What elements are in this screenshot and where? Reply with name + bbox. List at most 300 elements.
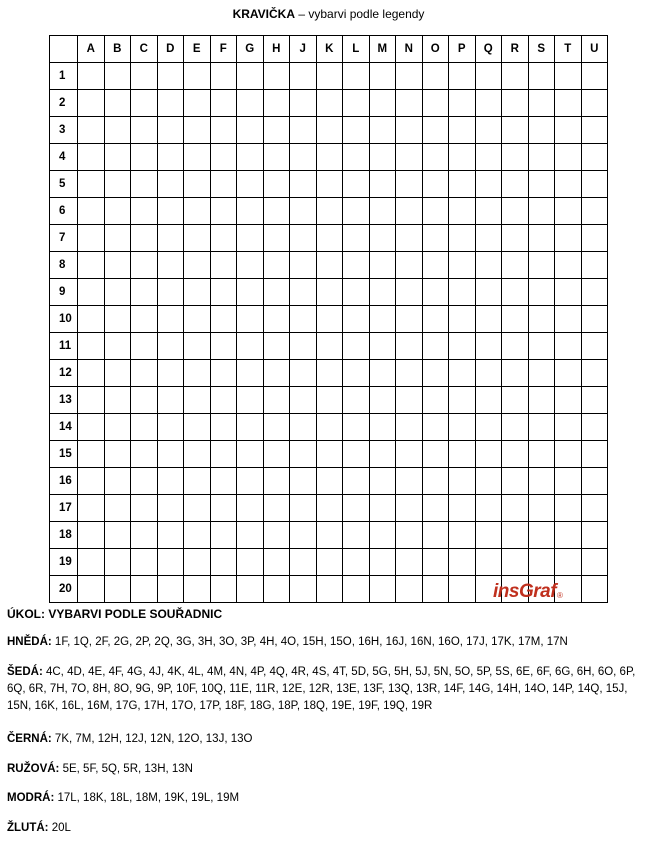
grid-cell[interactable] bbox=[184, 306, 211, 333]
grid-cell[interactable] bbox=[290, 495, 317, 522]
grid-cell[interactable] bbox=[528, 225, 555, 252]
grid-cell[interactable] bbox=[555, 360, 582, 387]
grid-cell[interactable] bbox=[210, 90, 237, 117]
grid-cell[interactable] bbox=[475, 117, 502, 144]
grid-cell[interactable] bbox=[422, 522, 449, 549]
grid-cell[interactable] bbox=[157, 279, 184, 306]
grid-cell[interactable] bbox=[528, 306, 555, 333]
grid-cell[interactable] bbox=[290, 90, 317, 117]
grid-cell[interactable] bbox=[210, 171, 237, 198]
grid-cell[interactable] bbox=[343, 495, 370, 522]
grid-cell[interactable] bbox=[104, 306, 131, 333]
grid-cell[interactable] bbox=[78, 414, 105, 441]
grid-cell[interactable] bbox=[396, 225, 423, 252]
grid-cell[interactable] bbox=[316, 495, 343, 522]
grid-cell[interactable] bbox=[290, 360, 317, 387]
grid-cell[interactable] bbox=[581, 387, 608, 414]
grid-cell[interactable] bbox=[528, 90, 555, 117]
grid-cell[interactable] bbox=[369, 117, 396, 144]
grid-cell[interactable] bbox=[237, 225, 264, 252]
grid-cell[interactable] bbox=[290, 171, 317, 198]
grid-cell[interactable] bbox=[131, 441, 158, 468]
grid-cell[interactable] bbox=[449, 90, 476, 117]
grid-cell[interactable] bbox=[237, 144, 264, 171]
grid-cell[interactable] bbox=[316, 414, 343, 441]
grid-cell[interactable] bbox=[502, 117, 529, 144]
grid-cell[interactable] bbox=[263, 252, 290, 279]
grid-cell[interactable] bbox=[210, 306, 237, 333]
grid-cell[interactable] bbox=[131, 576, 158, 603]
grid-cell[interactable] bbox=[343, 279, 370, 306]
grid-cell[interactable] bbox=[210, 468, 237, 495]
grid-cell[interactable] bbox=[502, 306, 529, 333]
grid-cell[interactable] bbox=[422, 495, 449, 522]
grid-cell[interactable] bbox=[396, 171, 423, 198]
grid-cell[interactable] bbox=[343, 522, 370, 549]
grid-cell[interactable] bbox=[157, 441, 184, 468]
grid-cell[interactable] bbox=[449, 63, 476, 90]
grid-cell[interactable] bbox=[396, 468, 423, 495]
grid-cell[interactable] bbox=[581, 549, 608, 576]
grid-cell[interactable] bbox=[131, 522, 158, 549]
grid-cell[interactable] bbox=[237, 414, 264, 441]
grid-cell[interactable] bbox=[343, 198, 370, 225]
grid-cell[interactable] bbox=[237, 495, 264, 522]
grid-cell[interactable] bbox=[396, 279, 423, 306]
grid-cell[interactable] bbox=[528, 414, 555, 441]
grid-cell[interactable] bbox=[369, 90, 396, 117]
grid-cell[interactable] bbox=[369, 576, 396, 603]
grid-cell[interactable] bbox=[475, 306, 502, 333]
grid-cell[interactable] bbox=[369, 225, 396, 252]
grid-cell[interactable] bbox=[263, 306, 290, 333]
grid-cell[interactable] bbox=[237, 90, 264, 117]
grid-cell[interactable] bbox=[369, 252, 396, 279]
grid-cell[interactable] bbox=[131, 387, 158, 414]
grid-cell[interactable] bbox=[290, 306, 317, 333]
grid-cell[interactable] bbox=[396, 198, 423, 225]
grid-cell[interactable] bbox=[131, 549, 158, 576]
grid-cell[interactable] bbox=[210, 144, 237, 171]
grid-cell[interactable] bbox=[290, 387, 317, 414]
grid-cell[interactable] bbox=[475, 414, 502, 441]
grid-cell[interactable] bbox=[184, 549, 211, 576]
grid-cell[interactable] bbox=[78, 495, 105, 522]
grid-cell[interactable] bbox=[157, 252, 184, 279]
grid-cell[interactable] bbox=[449, 225, 476, 252]
grid-cell[interactable] bbox=[78, 279, 105, 306]
grid-cell[interactable] bbox=[184, 90, 211, 117]
grid-cell[interactable] bbox=[396, 63, 423, 90]
grid-cell[interactable] bbox=[316, 441, 343, 468]
grid-cell[interactable] bbox=[290, 225, 317, 252]
grid-cell[interactable] bbox=[369, 495, 396, 522]
grid-cell[interactable] bbox=[104, 117, 131, 144]
grid-cell[interactable] bbox=[528, 468, 555, 495]
grid-cell[interactable] bbox=[263, 63, 290, 90]
grid-cell[interactable] bbox=[422, 63, 449, 90]
grid-cell[interactable] bbox=[475, 171, 502, 198]
grid-cell[interactable] bbox=[502, 279, 529, 306]
grid-cell[interactable] bbox=[237, 576, 264, 603]
grid-cell[interactable] bbox=[237, 306, 264, 333]
grid-cell[interactable] bbox=[396, 387, 423, 414]
grid-cell[interactable] bbox=[581, 63, 608, 90]
grid-cell[interactable] bbox=[157, 225, 184, 252]
grid-cell[interactable] bbox=[316, 279, 343, 306]
grid-cell[interactable] bbox=[422, 144, 449, 171]
grid-cell[interactable] bbox=[131, 252, 158, 279]
grid-cell[interactable] bbox=[78, 522, 105, 549]
grid-cell[interactable] bbox=[475, 441, 502, 468]
grid-cell[interactable] bbox=[237, 198, 264, 225]
grid-cell[interactable] bbox=[78, 225, 105, 252]
grid-cell[interactable] bbox=[290, 333, 317, 360]
grid-cell[interactable] bbox=[78, 549, 105, 576]
grid-cell[interactable] bbox=[157, 171, 184, 198]
grid-cell[interactable] bbox=[422, 333, 449, 360]
grid-cell[interactable] bbox=[184, 387, 211, 414]
grid-cell[interactable] bbox=[396, 414, 423, 441]
grid-cell[interactable] bbox=[502, 171, 529, 198]
grid-cell[interactable] bbox=[210, 576, 237, 603]
grid-cell[interactable] bbox=[263, 360, 290, 387]
grid-cell[interactable] bbox=[343, 171, 370, 198]
grid-cell[interactable] bbox=[475, 495, 502, 522]
grid-cell[interactable] bbox=[184, 468, 211, 495]
grid-cell[interactable] bbox=[210, 333, 237, 360]
grid-cell[interactable] bbox=[290, 522, 317, 549]
grid-cell[interactable] bbox=[555, 225, 582, 252]
grid-cell[interactable] bbox=[316, 333, 343, 360]
grid-cell[interactable] bbox=[396, 576, 423, 603]
grid-cell[interactable] bbox=[422, 279, 449, 306]
grid-cell[interactable] bbox=[104, 495, 131, 522]
grid-cell[interactable] bbox=[78, 198, 105, 225]
grid-cell[interactable] bbox=[157, 117, 184, 144]
grid-cell[interactable] bbox=[290, 279, 317, 306]
grid-cell[interactable] bbox=[396, 441, 423, 468]
grid-cell[interactable] bbox=[555, 414, 582, 441]
grid-cell[interactable] bbox=[157, 90, 184, 117]
grid-cell[interactable] bbox=[104, 333, 131, 360]
grid-cell[interactable] bbox=[581, 522, 608, 549]
grid-cell[interactable] bbox=[157, 549, 184, 576]
grid-cell[interactable] bbox=[555, 522, 582, 549]
grid-cell[interactable] bbox=[184, 414, 211, 441]
grid-cell[interactable] bbox=[502, 441, 529, 468]
grid-cell[interactable] bbox=[475, 333, 502, 360]
grid-cell[interactable] bbox=[263, 117, 290, 144]
grid-cell[interactable] bbox=[369, 522, 396, 549]
grid-cell[interactable] bbox=[422, 171, 449, 198]
grid-cell[interactable] bbox=[343, 360, 370, 387]
grid-cell[interactable] bbox=[184, 576, 211, 603]
grid-cell[interactable] bbox=[449, 306, 476, 333]
grid-cell[interactable] bbox=[104, 252, 131, 279]
grid-cell[interactable] bbox=[78, 333, 105, 360]
grid-cell[interactable] bbox=[528, 117, 555, 144]
grid-cell[interactable] bbox=[131, 468, 158, 495]
grid-cell[interactable] bbox=[502, 225, 529, 252]
grid-cell[interactable] bbox=[237, 549, 264, 576]
grid-cell[interactable] bbox=[422, 225, 449, 252]
grid-cell[interactable] bbox=[184, 144, 211, 171]
grid-cell[interactable] bbox=[104, 198, 131, 225]
grid-cell[interactable] bbox=[131, 360, 158, 387]
grid-cell[interactable] bbox=[104, 441, 131, 468]
grid-cell[interactable] bbox=[263, 198, 290, 225]
grid-cell[interactable] bbox=[237, 279, 264, 306]
grid-cell[interactable] bbox=[343, 63, 370, 90]
grid-cell[interactable] bbox=[555, 171, 582, 198]
grid-cell[interactable] bbox=[316, 63, 343, 90]
grid-cell[interactable] bbox=[184, 441, 211, 468]
grid-cell[interactable] bbox=[369, 387, 396, 414]
grid-cell[interactable] bbox=[78, 171, 105, 198]
grid-cell[interactable] bbox=[290, 441, 317, 468]
grid-cell[interactable] bbox=[157, 414, 184, 441]
grid-cell[interactable] bbox=[555, 549, 582, 576]
grid-cell[interactable] bbox=[343, 90, 370, 117]
grid-cell[interactable] bbox=[237, 522, 264, 549]
grid-cell[interactable] bbox=[157, 468, 184, 495]
grid-cell[interactable] bbox=[396, 144, 423, 171]
grid-cell[interactable] bbox=[263, 576, 290, 603]
grid-cell[interactable] bbox=[581, 144, 608, 171]
grid-cell[interactable] bbox=[263, 495, 290, 522]
grid-cell[interactable] bbox=[449, 414, 476, 441]
grid-cell[interactable] bbox=[581, 279, 608, 306]
grid-cell[interactable] bbox=[131, 90, 158, 117]
grid-cell[interactable] bbox=[555, 144, 582, 171]
grid-cell[interactable] bbox=[396, 306, 423, 333]
grid-cell[interactable] bbox=[502, 495, 529, 522]
grid-cell[interactable] bbox=[210, 252, 237, 279]
grid-cell[interactable] bbox=[422, 252, 449, 279]
grid-cell[interactable] bbox=[581, 360, 608, 387]
grid-cell[interactable] bbox=[131, 117, 158, 144]
grid-cell[interactable] bbox=[449, 252, 476, 279]
grid-cell[interactable] bbox=[290, 576, 317, 603]
grid-cell[interactable] bbox=[184, 279, 211, 306]
grid-cell[interactable] bbox=[157, 333, 184, 360]
grid-cell[interactable] bbox=[502, 90, 529, 117]
grid-cell[interactable] bbox=[263, 414, 290, 441]
grid-cell[interactable] bbox=[237, 333, 264, 360]
grid-cell[interactable] bbox=[343, 468, 370, 495]
grid-cell[interactable] bbox=[157, 306, 184, 333]
grid-cell[interactable] bbox=[263, 549, 290, 576]
grid-cell[interactable] bbox=[555, 387, 582, 414]
grid-cell[interactable] bbox=[396, 252, 423, 279]
grid-cell[interactable] bbox=[449, 549, 476, 576]
grid-cell[interactable] bbox=[449, 387, 476, 414]
grid-cell[interactable] bbox=[78, 252, 105, 279]
grid-cell[interactable] bbox=[502, 468, 529, 495]
grid-cell[interactable] bbox=[316, 306, 343, 333]
grid-cell[interactable] bbox=[502, 63, 529, 90]
grid-cell[interactable] bbox=[290, 198, 317, 225]
grid-cell[interactable] bbox=[104, 576, 131, 603]
grid-cell[interactable] bbox=[369, 468, 396, 495]
grid-cell[interactable] bbox=[316, 117, 343, 144]
grid-cell[interactable] bbox=[210, 441, 237, 468]
grid-cell[interactable] bbox=[210, 63, 237, 90]
grid-cell[interactable] bbox=[290, 63, 317, 90]
grid-cell[interactable] bbox=[581, 576, 608, 603]
grid-cell[interactable] bbox=[263, 387, 290, 414]
grid-cell[interactable] bbox=[210, 495, 237, 522]
grid-cell[interactable] bbox=[502, 387, 529, 414]
grid-cell[interactable] bbox=[184, 333, 211, 360]
grid-cell[interactable] bbox=[210, 549, 237, 576]
grid-cell[interactable] bbox=[131, 306, 158, 333]
grid-cell[interactable] bbox=[528, 360, 555, 387]
grid-cell[interactable] bbox=[237, 252, 264, 279]
grid-cell[interactable] bbox=[78, 306, 105, 333]
grid-cell[interactable] bbox=[184, 360, 211, 387]
grid-cell[interactable] bbox=[422, 306, 449, 333]
grid-cell[interactable] bbox=[502, 333, 529, 360]
grid-cell[interactable] bbox=[422, 360, 449, 387]
grid-cell[interactable] bbox=[502, 549, 529, 576]
grid-cell[interactable] bbox=[369, 63, 396, 90]
grid-cell[interactable] bbox=[343, 441, 370, 468]
grid-cell[interactable] bbox=[475, 387, 502, 414]
grid-cell[interactable] bbox=[184, 225, 211, 252]
grid-cell[interactable] bbox=[422, 414, 449, 441]
grid-cell[interactable] bbox=[343, 144, 370, 171]
grid-cell[interactable] bbox=[369, 414, 396, 441]
grid-cell[interactable] bbox=[184, 117, 211, 144]
grid-cell[interactable] bbox=[316, 225, 343, 252]
grid-cell[interactable] bbox=[449, 441, 476, 468]
grid-cell[interactable] bbox=[263, 279, 290, 306]
grid-cell[interactable] bbox=[210, 279, 237, 306]
grid-cell[interactable] bbox=[555, 333, 582, 360]
grid-cell[interactable] bbox=[396, 117, 423, 144]
grid-cell[interactable] bbox=[528, 522, 555, 549]
grid-cell[interactable] bbox=[581, 225, 608, 252]
grid-cell[interactable] bbox=[210, 117, 237, 144]
grid-cell[interactable] bbox=[449, 360, 476, 387]
grid-cell[interactable] bbox=[78, 144, 105, 171]
grid-cell[interactable] bbox=[184, 63, 211, 90]
grid-cell[interactable] bbox=[369, 441, 396, 468]
grid-cell[interactable] bbox=[502, 198, 529, 225]
grid-cell[interactable] bbox=[369, 333, 396, 360]
grid-cell[interactable] bbox=[343, 252, 370, 279]
grid-cell[interactable] bbox=[502, 252, 529, 279]
grid-cell[interactable] bbox=[237, 171, 264, 198]
grid-cell[interactable] bbox=[343, 117, 370, 144]
grid-cell[interactable] bbox=[369, 144, 396, 171]
grid-cell[interactable] bbox=[528, 549, 555, 576]
grid-cell[interactable] bbox=[290, 549, 317, 576]
grid-cell[interactable] bbox=[157, 495, 184, 522]
grid-cell[interactable] bbox=[316, 360, 343, 387]
grid-cell[interactable] bbox=[581, 171, 608, 198]
grid-cell[interactable] bbox=[475, 279, 502, 306]
grid-cell[interactable] bbox=[475, 225, 502, 252]
grid-cell[interactable] bbox=[131, 333, 158, 360]
grid-cell[interactable] bbox=[369, 306, 396, 333]
grid-cell[interactable] bbox=[475, 549, 502, 576]
grid-cell[interactable] bbox=[78, 468, 105, 495]
grid-cell[interactable] bbox=[131, 171, 158, 198]
grid-cell[interactable] bbox=[475, 252, 502, 279]
grid-cell[interactable] bbox=[343, 549, 370, 576]
grid-cell[interactable] bbox=[449, 522, 476, 549]
grid-cell[interactable] bbox=[290, 414, 317, 441]
grid-cell[interactable] bbox=[396, 90, 423, 117]
grid-cell[interactable] bbox=[475, 90, 502, 117]
grid-cell[interactable] bbox=[290, 252, 317, 279]
grid-cell[interactable] bbox=[157, 387, 184, 414]
grid-cell[interactable] bbox=[555, 63, 582, 90]
grid-cell[interactable] bbox=[475, 468, 502, 495]
grid-cell[interactable] bbox=[263, 225, 290, 252]
grid-cell[interactable] bbox=[581, 117, 608, 144]
grid-cell[interactable] bbox=[78, 441, 105, 468]
grid-cell[interactable] bbox=[210, 522, 237, 549]
grid-cell[interactable] bbox=[263, 522, 290, 549]
grid-cell[interactable] bbox=[104, 468, 131, 495]
grid-cell[interactable] bbox=[555, 198, 582, 225]
grid-cell[interactable] bbox=[263, 441, 290, 468]
grid-cell[interactable] bbox=[581, 90, 608, 117]
grid-cell[interactable] bbox=[78, 117, 105, 144]
grid-cell[interactable] bbox=[449, 171, 476, 198]
grid-cell[interactable] bbox=[104, 360, 131, 387]
grid-cell[interactable] bbox=[316, 549, 343, 576]
grid-cell[interactable] bbox=[316, 468, 343, 495]
grid-cell[interactable] bbox=[449, 279, 476, 306]
grid-cell[interactable] bbox=[528, 171, 555, 198]
grid-cell[interactable] bbox=[316, 252, 343, 279]
grid-cell[interactable] bbox=[316, 522, 343, 549]
grid-cell[interactable] bbox=[528, 441, 555, 468]
grid-cell[interactable] bbox=[555, 468, 582, 495]
grid-cell[interactable] bbox=[131, 63, 158, 90]
grid-cell[interactable] bbox=[396, 522, 423, 549]
grid-cell[interactable] bbox=[528, 252, 555, 279]
grid-cell[interactable] bbox=[210, 414, 237, 441]
grid-cell[interactable] bbox=[369, 171, 396, 198]
grid-cell[interactable] bbox=[528, 495, 555, 522]
grid-cell[interactable] bbox=[131, 198, 158, 225]
grid-cell[interactable] bbox=[555, 441, 582, 468]
grid-cell[interactable] bbox=[449, 198, 476, 225]
grid-cell[interactable] bbox=[157, 63, 184, 90]
grid-cell[interactable] bbox=[237, 63, 264, 90]
grid-cell[interactable] bbox=[104, 279, 131, 306]
grid-cell[interactable] bbox=[369, 549, 396, 576]
grid-cell[interactable] bbox=[263, 468, 290, 495]
grid-cell[interactable] bbox=[131, 414, 158, 441]
grid-cell[interactable] bbox=[131, 144, 158, 171]
grid-cell[interactable] bbox=[528, 198, 555, 225]
grid-cell[interactable] bbox=[581, 333, 608, 360]
grid-cell[interactable] bbox=[343, 306, 370, 333]
grid-cell[interactable] bbox=[581, 441, 608, 468]
grid-cell[interactable] bbox=[475, 63, 502, 90]
grid-cell[interactable] bbox=[449, 117, 476, 144]
grid-cell[interactable] bbox=[581, 306, 608, 333]
grid-cell[interactable] bbox=[581, 468, 608, 495]
grid-cell[interactable] bbox=[104, 522, 131, 549]
